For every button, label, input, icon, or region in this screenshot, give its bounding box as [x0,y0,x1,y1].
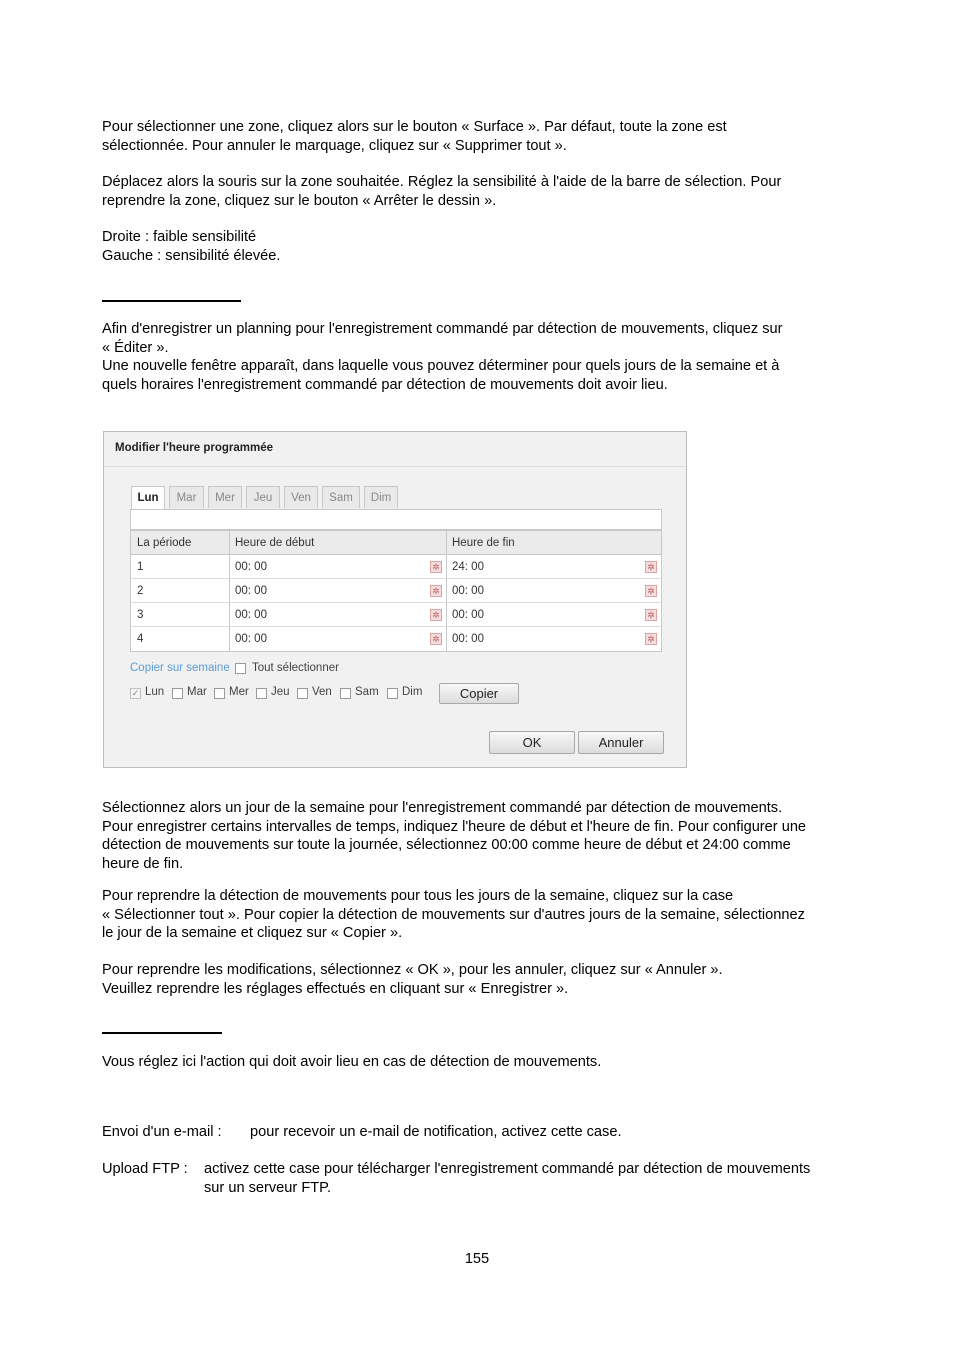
day-checkbox-ven[interactable] [297,688,308,699]
day-label-mar: Mar [187,686,207,698]
column-header-start: Heure de début [229,531,446,555]
email-label: Envoi d'un e-mail : [102,1124,222,1140]
text-line: reprendre la zone, cliquez sur le bouton « Arrêter le dessin ». [102,192,497,209]
text-line: Vous réglez ici l'action qui doit avoir lieu en cas de détection de mouvements. [102,1054,602,1070]
select-all-label: Tout sélectionner [252,662,339,674]
tab-lun[interactable]: Lun [131,486,165,510]
end-time-field[interactable]: 00: 00 [452,633,484,645]
ftp-option [102,1160,892,1200]
day-checkbox-sam[interactable] [340,688,351,699]
text-line: Veuillez reprendre les réglages effectués en cliquant sur « Enregistrer ». [102,980,569,997]
paragraph-schedule-intro [102,320,892,394]
paragraph-sensitivity [102,173,892,210]
day-label-lun: Lun [145,686,165,698]
paragraph-zone-selection [102,118,892,155]
start-time-field[interactable]: 00: 00 [229,555,446,579]
ftp-label: Upload FTP : [102,1161,188,1177]
ftp-description-line: activez cette case pour télécharger l'enregistrement commandé par détection de mouvements [204,1161,811,1177]
end-time-field[interactable]: 24: 00 [446,555,661,579]
day-checkbox-dim[interactable] [387,688,398,699]
clock-icon[interactable]: ✲ [645,609,657,621]
end-time-field[interactable]: 00: 00 [446,603,661,627]
table-row-period: 2 [131,579,229,603]
start-time-field[interactable]: 00: 00 [235,633,267,645]
text-line: Sélectionnez alors un jour de la semaine pour l'enregistrement commandé par détection de mouvements. [102,800,783,816]
day-label-jeu: Jeu [271,686,290,698]
clock-icon[interactable]: ✲ [430,561,442,573]
clock-icon[interactable]: ✲ [430,585,442,597]
start-time-field[interactable]: 00: 00 [229,603,446,627]
ok-button[interactable]: OK [489,731,575,754]
table-row-period: 4 [137,633,144,645]
table-row-period: 1 [131,555,229,579]
paragraph-select-day [102,799,892,873]
text-line: Droite : faible sensibilité [102,229,257,245]
column-header-period: La période [131,531,229,555]
select-all-checkbox[interactable] [235,663,246,674]
clock-icon[interactable]: ✲ [645,561,657,573]
text-line: Une nouvelle fenêtre apparaît, dans laquelle vous pouvez déterminer pour quels jours de la semaine et à [102,358,780,374]
start-time-field[interactable]: 00: 00 [229,579,446,603]
dialog-divider [104,466,686,467]
clock-icon[interactable]: ✲ [645,633,657,645]
copy-button[interactable]: Copier [439,683,519,704]
paragraph-action [102,1053,892,1072]
table-row-period: 3 [131,603,229,627]
section-heading-underline [102,1032,222,1034]
text-line: Pour sélectionner une zone, cliquez alors sur le bouton « Surface ». Par défaut, toute la zone est [102,119,727,135]
text-line: le jour de la semaine et cliquez sur « Copier ». [102,925,403,941]
clock-icon[interactable]: ✲ [430,609,442,621]
tab-mar[interactable]: Mar [169,486,204,508]
text-line: Déplacez alors la souris sur la zone souhaitée. Réglez la sensibilité à l'aide de la barre de sélection. Pour [102,174,782,190]
text-line: Afin d'enregistrer un planning pour l'enregistrement commandé par détection de mouvements, cliquez sur [102,321,783,337]
column-header-end: Heure de fin [446,531,661,555]
copy-week-link[interactable]: Copier sur semaine [130,662,230,674]
day-checkbox-mer[interactable] [214,688,225,699]
text-line: heure de fin. [102,855,184,872]
tab-ven[interactable]: Ven [284,486,318,508]
paragraph-confirm [102,961,892,998]
day-checkbox-jeu[interactable] [256,688,267,699]
ftp-description-line: sur un serveur FTP. [204,1179,332,1196]
tab-sam[interactable]: Sam [322,486,360,508]
email-description: pour recevoir un e-mail de notification, activez cette case. [250,1124,622,1140]
text-line: Pour reprendre les modifications, sélectionnez « OK », pour les annuler, cliquez sur « Annuler ». [102,962,723,978]
tab-panel [130,509,662,530]
day-label-sam: Sam [355,686,379,698]
clock-icon[interactable]: ✲ [430,633,442,645]
tab-jeu[interactable]: Jeu [246,486,280,508]
text-line: « Sélectionner tout ». Pour copier la détection de mouvements sur d'autres jours de la semaine, sélectionnez [102,906,805,923]
text-line: sélectionnée. Pour annuler le marquage, cliquez sur « Supprimer tout ». [102,137,567,154]
section-heading-underline [102,300,241,302]
day-checkbox-mar[interactable] [172,688,183,699]
paragraph-sensitivity-directions [102,228,892,265]
end-time-field[interactable]: 00: 00 [446,579,661,603]
text-line: Pour enregistrer certains intervalles de temps, indiquez l'heure de début et l'heure de fin. Pour configurer une [102,818,807,835]
schedule-table [130,530,662,652]
text-line: « Éditer ». [102,339,169,356]
dialog-title: Modifier l'heure programmée [115,442,274,454]
tab-mer[interactable]: Mer [208,486,242,508]
page-number: 155 [464,1251,490,1267]
tab-dim[interactable]: Dim [364,486,398,508]
cancel-button[interactable]: Annuler [578,731,664,754]
day-label-mer: Mer [229,686,249,698]
day-label-dim: Dim [402,686,423,698]
text-line: Pour reprendre la détection de mouvements pour tous les jours de la semaine, cliquez sur la case [102,888,734,904]
text-line: Gauche : sensibilité élevée. [102,247,281,264]
text-line: détection de mouvements sur toute la journée, sélectionnez 00:00 comme heure de début et 24:00 comme [102,837,791,853]
day-label-ven: Ven [312,686,332,698]
paragraph-copy-days [102,887,892,943]
text-line: quels horaires l'enregistrement commandé par détection de mouvements doit avoir lieu. [102,376,668,393]
clock-icon[interactable]: ✲ [645,585,657,597]
schedule-dialog [103,431,687,768]
day-checkbox-lun[interactable]: ✓ [131,688,140,698]
